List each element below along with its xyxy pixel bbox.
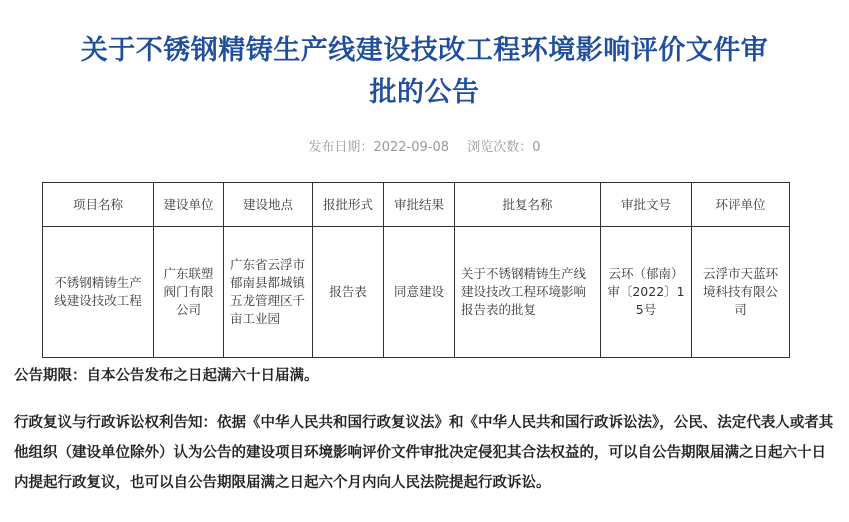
cell-eia-unit: 云浮市天蓝环境科技有限公司 — [692, 227, 790, 358]
cell-approval-result: 同意建设 — [384, 227, 455, 358]
table-row — [43, 227, 790, 358]
cell-reply-name: 关于不锈钢精铸生产线建设技改工程环境影响报告表的批复 — [455, 227, 601, 358]
header-eia-unit: 环评单位 — [692, 183, 790, 227]
header-document-number: 审批文号 — [601, 183, 692, 227]
cell-construction-site: 广东省云浮市郁南县都城镇五龙管理区千亩工业园 — [224, 227, 313, 358]
approval-table — [42, 182, 790, 358]
cell-document-number: 云环（郁南）审〔2022〕15号 — [601, 227, 692, 358]
notice-period: 公告期限：自本公告发布之日起满六十日届满。 — [14, 368, 319, 384]
rights-notice: 行政复议与行政诉讼权利告知：依据《中华人民共和国行政复议法》和《中华人民共和国行政诉讼法》，公民、法定代表人或者其他组织（建设单位除外）认为公告的建设项目环境影响评价文件审批决定侵犯其合法权益的，可以自公告期限届满之日起六十日内提起行政复议，也可以自公告期限届满之日起六个月内向人民法院提起行政诉讼。 — [14, 415, 834, 491]
title-line-1: 关于不锈钢精铸生产线建设技改工程环境影响评价文件审 — [80, 35, 769, 66]
table-header-row — [43, 183, 790, 227]
cell-construction-unit: 广东联塑阀门有限公司 — [154, 227, 224, 358]
header-construction-unit: 建设单位 — [154, 183, 224, 227]
article-meta — [0, 139, 849, 157]
cell-project-name: 不锈钢精铸生产线建设技改工程 — [43, 227, 154, 358]
publish-date-label: 发布日期： — [308, 140, 374, 155]
title-line-2: 批的公告 — [369, 77, 480, 108]
cell-submission-form: 报告表 — [313, 227, 384, 358]
page-title — [14, 30, 835, 114]
header-submission-form: 报批形式 — [313, 183, 384, 227]
header-project-name: 项目名称 — [43, 183, 154, 227]
view-count: 0 — [532, 140, 541, 155]
header-construction-site: 建设地点 — [224, 183, 313, 227]
header-reply-name: 批复名称 — [455, 183, 601, 227]
publish-date: 2022-09-08 — [373, 140, 449, 155]
header-approval-result: 审批结果 — [384, 183, 455, 227]
view-count-label: 浏览次数： — [467, 140, 533, 155]
